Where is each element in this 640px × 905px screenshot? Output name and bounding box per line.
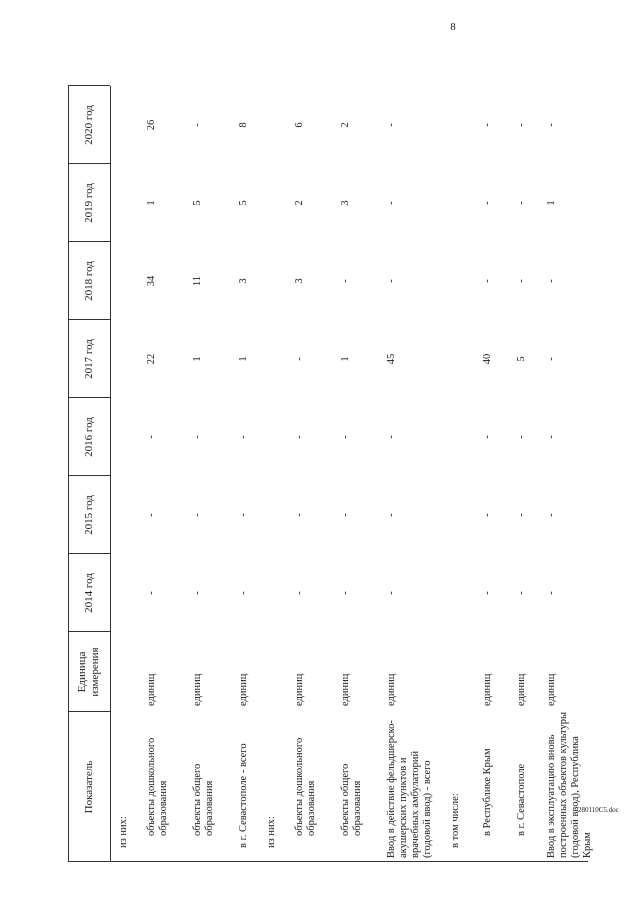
cell-2014: - [294,591,305,595]
cell-2018: 34 [146,275,157,287]
cell-2016: - [294,435,305,439]
column-divider [68,241,110,242]
cell-2017: 40 [482,353,493,365]
cell-2020: 6 [294,122,305,128]
header-year-2014: 2014 год [82,573,95,613]
cell-2016: - [516,435,527,439]
cell-2016: - [146,435,157,439]
cell-2018: - [386,279,397,283]
cell-2018: - [340,279,351,283]
cell-2017: - [546,357,557,361]
header-year-2016: 2016 год [82,417,95,457]
cell-2015: - [386,513,397,517]
cell-2019: 1 [146,200,157,206]
header-year-2017: 2017 год [82,339,95,379]
cell-2019: - [386,201,397,205]
cell-2018: 3 [238,278,249,284]
header-year-2020: 2020 год [82,105,95,145]
column-divider [68,397,110,398]
row-indicator: из них: [266,816,277,848]
row-unit: единиц [340,673,351,706]
row-indicator: из них: [118,816,129,848]
cell-2020: 2 [340,122,351,128]
cell-2014: - [146,591,157,595]
cell-2020: - [482,123,493,127]
cell-2015: - [546,513,557,517]
header-year-2018: 2018 год [82,261,95,301]
row-unit: единиц [238,673,249,706]
cell-2019: - [516,201,527,205]
cell-2017: 1 [340,356,351,362]
cell-2017: 22 [146,353,157,365]
cell-2019: 5 [192,200,203,206]
cell-2014: - [340,591,351,595]
cell-2015: - [340,513,351,517]
table-left-border [68,861,588,862]
cell-2019: 2 [294,200,305,206]
row-indicator: Ввод в действие фельдшерско-акушерских пунктов и врачебных амбулаторий (годовой ввод) - всего [386,720,433,858]
cell-2016: - [482,435,493,439]
cell-2018: - [546,279,557,283]
cell-2014: - [482,591,493,595]
table-top-border [68,86,69,862]
cell-2017: 45 [386,353,397,365]
cell-2019: 5 [238,200,249,206]
cell-2019: 1 [546,200,557,206]
row-indicator: в г. Севастополе - всего [238,743,249,848]
column-divider [68,711,110,712]
cell-2017: 1 [238,356,249,362]
column-divider [68,319,110,320]
cell-2019: - [482,201,493,205]
cell-2014: - [546,591,557,595]
row-indicator: в г. Севастополе [516,763,527,836]
row-unit: единиц [294,673,305,706]
cell-2016: - [238,435,249,439]
cell-2020: - [516,123,527,127]
row-indicator: объекты общего образования [192,763,215,836]
cell-2014: - [238,591,249,595]
cell-2014: - [516,591,527,595]
cell-2017: - [294,357,305,361]
cell-2017: 5 [516,356,527,362]
row-indicator: в том числе: [450,793,461,848]
header-indicator: Показатель [82,760,95,814]
row-unit: единиц [146,673,157,706]
cell-2014: - [386,591,397,595]
rotated-data-table [68,32,593,862]
cell-2020: - [386,123,397,127]
header-year-2019: 2019 год [82,183,95,223]
cell-2015: - [146,513,157,517]
column-divider [68,475,110,476]
cell-2018: 11 [192,275,203,287]
cell-2020: 8 [238,122,249,128]
row-unit: единиц [546,673,557,706]
column-divider [68,163,110,164]
row-indicator: Ввод в эксплуатацию вновь построенных объектов культуры (годовой ввод), Республика Крым [546,711,593,858]
cell-2018: 3 [294,278,305,284]
cell-2017: 1 [192,356,203,362]
cell-2020: - [192,123,203,127]
cell-2015: - [294,513,305,517]
cell-2016: - [340,435,351,439]
row-unit: единиц [386,673,397,706]
header-bottom-border [110,86,111,862]
table-right-border [68,85,110,86]
column-divider [68,553,110,554]
file-footer: 280110C5.doc [578,806,619,814]
cell-2015: - [482,513,493,517]
cell-2014: - [192,591,203,595]
cell-2020: 26 [146,119,157,131]
row-indicator: объекты дошкольного образования [146,737,169,836]
cell-2016: - [386,435,397,439]
cell-2018: - [516,279,527,283]
row-unit: единиц [482,673,493,706]
row-indicator: объекты общего образования [340,763,363,836]
row-unit: единиц [516,673,527,706]
cell-2015: - [516,513,527,517]
cell-2015: - [238,513,249,517]
cell-2016: - [192,435,203,439]
cell-2019: 3 [340,200,351,206]
cell-2015: - [192,513,203,517]
header-year-2015: 2015 год [82,495,95,535]
row-indicator: объекты дошкольного образования [294,737,317,836]
row-unit: единиц [192,673,203,706]
column-divider [68,631,110,632]
row-indicator: в Республике Крым [482,748,493,836]
cell-2016: - [546,435,557,439]
page-number: 8 [450,21,456,33]
cell-2018: - [482,279,493,283]
header-unit: Единица измерения [76,647,101,697]
cell-2020: - [546,123,557,127]
